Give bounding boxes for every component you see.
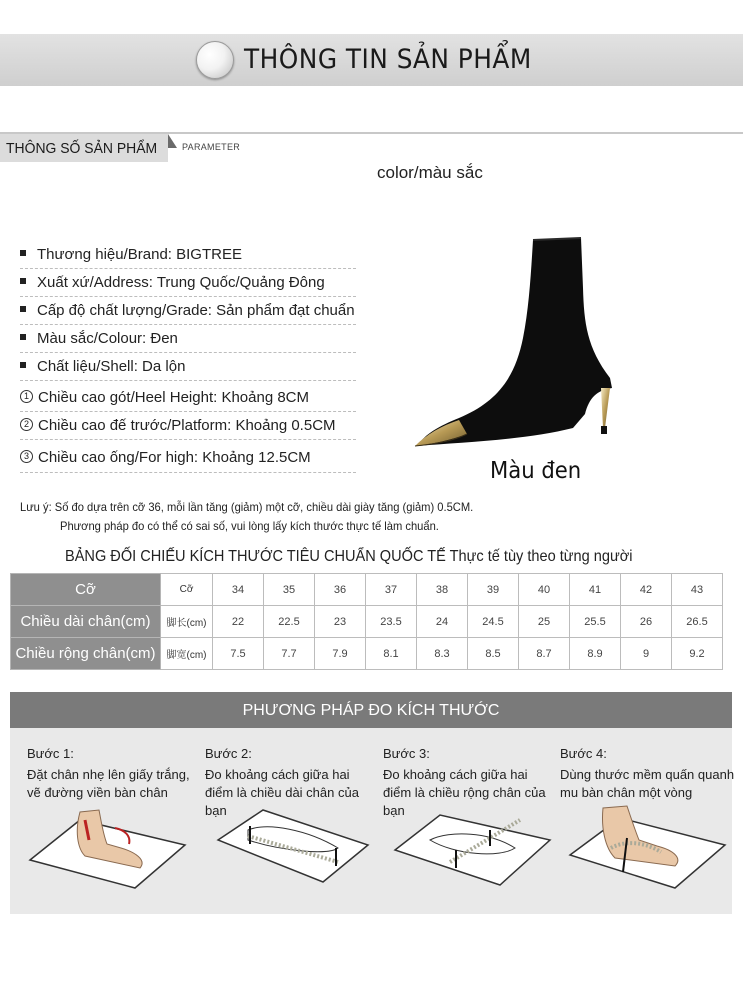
table-row (11, 606, 723, 638)
product-caption: Màu đen (490, 458, 582, 484)
table-cell: 43 (672, 574, 723, 606)
table-cell: 8.5 (468, 638, 519, 670)
circled-number-icon: 1 (20, 390, 33, 403)
spec-item (20, 330, 178, 347)
spec-divider (20, 324, 356, 325)
foot-width-ruler-icon (390, 800, 555, 890)
triangle-icon (168, 134, 177, 148)
foot-length-ruler-icon (208, 800, 373, 890)
circled-number-icon: 3 (20, 450, 33, 463)
size-table-title: BẢNG ĐỐI CHIẾU KÍCH THƯỚC TIÊU CHUẨN QUỐC TẾ Thực tế tùy theo từng người (65, 548, 633, 565)
row-subheader: 脚宽(cm) (161, 638, 213, 670)
spec-divider (20, 352, 356, 353)
spec-text: Chiều cao ống/For high: Khoảng 12.5CM (38, 449, 311, 466)
step-label: Bước 2: (205, 746, 252, 761)
table-cell: 24 (417, 606, 468, 638)
foot-on-paper-icon (25, 800, 190, 890)
row-subheader: 脚长(cm) (161, 606, 213, 638)
measuring-method-header (10, 692, 732, 728)
table-cell: 26.5 (672, 606, 723, 638)
foot-tape-measure-icon (565, 800, 730, 890)
parameter-subtitle: PARAMETER (182, 142, 241, 152)
step-label: Bước 1: (27, 746, 74, 761)
spec-divider (20, 439, 356, 440)
table-cell: 39 (468, 574, 519, 606)
step-1 (27, 746, 202, 802)
step-text: Đo khoảng cách giữa hai điểm là chiều dài chân của bạn (205, 767, 359, 818)
spec-text: Chiều cao đế trước/Platform: Khoảng 0.5CM (38, 417, 336, 434)
table-row (11, 574, 723, 606)
table-cell: 22 (213, 606, 264, 638)
spec-item (20, 358, 185, 375)
spec-divider (20, 296, 356, 297)
parameter-section-header (0, 132, 743, 162)
table-cell: 22.5 (264, 606, 315, 638)
header-banner (0, 34, 743, 86)
table-cell: 9.2 (672, 638, 723, 670)
square-bullet-icon (20, 250, 26, 256)
spec-text: Thương hiệu/Brand: BIGTREE (37, 246, 242, 263)
row-subheader: Cỡ (161, 574, 213, 606)
color-label: color/màu sắc (377, 163, 483, 182)
table-cell: 41 (570, 574, 621, 606)
table-cell: 9 (621, 638, 672, 670)
parameter-tab (0, 134, 168, 162)
table-cell: 36 (315, 574, 366, 606)
banner-circle-icon (196, 41, 234, 79)
spec-text: Cấp độ chất lượng/Grade: Sản phẩm đạt chuẩn (37, 302, 355, 319)
spec-item (20, 449, 311, 466)
size-chart-table (10, 573, 723, 670)
square-bullet-icon (20, 334, 26, 340)
row-header: Chiều dài chân(cm) (11, 606, 161, 638)
note-line-1: Lưu ý: Số đo dựa trên cỡ 36, mỗi lần tăng (giảm) một cỡ, chiều dài giày tăng (giảm) 0.5CM. (20, 500, 474, 514)
table-row (11, 638, 723, 670)
table-cell: 26 (621, 606, 672, 638)
table-cell: 42 (621, 574, 672, 606)
table-cell: 23.5 (366, 606, 417, 638)
table-cell: 37 (366, 574, 417, 606)
table-cell: 8.7 (519, 638, 570, 670)
square-bullet-icon (20, 362, 26, 368)
table-cell: 23 (315, 606, 366, 638)
table-cell: 35 (264, 574, 315, 606)
table-cell: 8.9 (570, 638, 621, 670)
spec-text: Xuất xứ/Address: Trung Quốc/Quảng Đông (37, 274, 325, 291)
table-cell: 34 (213, 574, 264, 606)
table-cell: 7.5 (213, 638, 264, 670)
step-label: Bước 4: (560, 746, 607, 761)
table-cell: 8.3 (417, 638, 468, 670)
black-ankle-boot-icon (405, 228, 635, 458)
spec-text: Màu sắc/Colour: Đen (37, 330, 178, 347)
note-line-2: Phương pháp đo có thể có sai số, vui lòng lấy kích thước thực tế làm chuẩn. (60, 519, 439, 533)
step-label: Bước 3: (383, 746, 430, 761)
table-cell: 25 (519, 606, 570, 638)
step-4 (560, 746, 735, 802)
spec-divider (20, 472, 356, 473)
spec-text: Chiều cao gót/Heel Height: Khoảng 8CM (38, 389, 309, 406)
spec-item (20, 417, 336, 434)
spec-item (20, 274, 325, 291)
table-cell: 38 (417, 574, 468, 606)
parameter-title: THÔNG SỐ SẢN PHẨM (6, 140, 158, 157)
step-text: Đặt chân nhẹ lên giấy trắng, vẽ đường viền bàn chân (27, 767, 190, 800)
spec-item (20, 246, 242, 263)
row-header: Cỡ (11, 574, 161, 606)
table-cell: 25.5 (570, 606, 621, 638)
square-bullet-icon (20, 278, 26, 284)
table-cell: 8.1 (366, 638, 417, 670)
table-cell: 24.5 (468, 606, 519, 638)
spec-item (20, 389, 309, 406)
spec-divider (20, 411, 356, 412)
table-cell: 40 (519, 574, 570, 606)
step-text: Đo khoảng cách giữa hai điểm là chiều rộng chân của bạn (383, 767, 546, 818)
spec-item (20, 302, 355, 319)
table-cell: 7.9 (315, 638, 366, 670)
spec-text: Chất liệu/Shell: Da lộn (37, 358, 186, 375)
spec-divider (20, 268, 356, 269)
table-cell: 7.7 (264, 638, 315, 670)
spec-divider (20, 380, 356, 381)
page-title: THÔNG TIN SẢN PHẨM (244, 44, 532, 75)
measuring-method-title: PHƯƠNG PHÁP ĐO KÍCH THƯỚC (242, 702, 500, 719)
circled-number-icon: 2 (20, 418, 33, 431)
step-text: Dùng thước mềm quấn quanh mu bàn chân một vòng (560, 767, 735, 800)
row-header: Chiều rộng chân(cm) (11, 638, 161, 670)
square-bullet-icon (20, 306, 26, 312)
